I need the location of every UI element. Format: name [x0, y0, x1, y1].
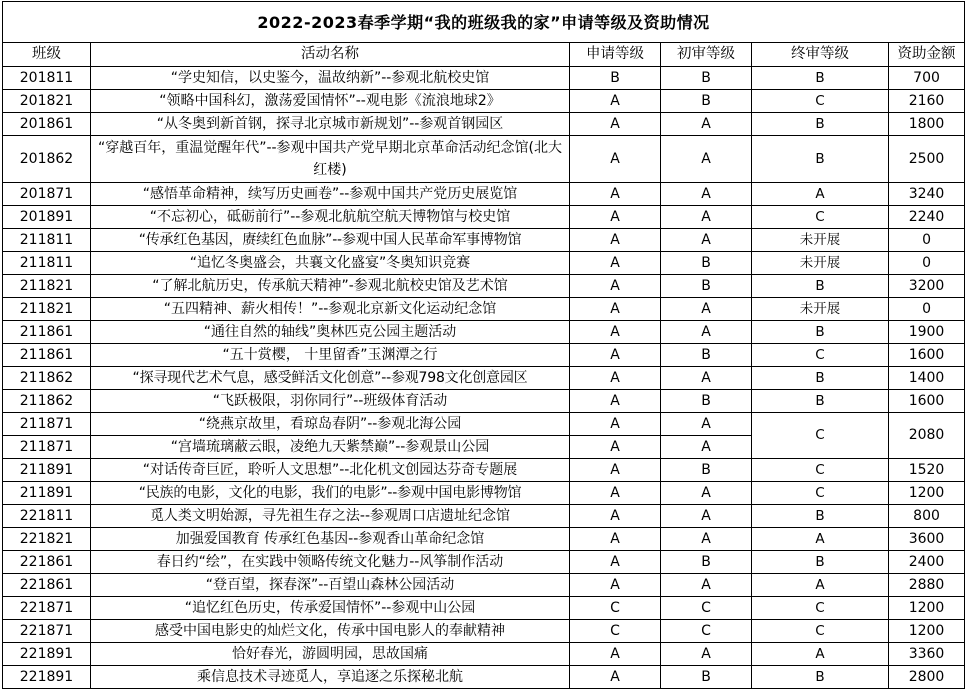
- cell-amount: 800: [889, 505, 965, 528]
- table-row: [3, 67, 965, 90]
- cell-initial-level: A: [661, 367, 752, 390]
- cell-activity: “登百望，探春深”--百望山森林公园活动: [91, 574, 570, 597]
- cell-activity: “追忆冬奥盛会，共襄文化盛宴”冬奥知识竞赛: [91, 252, 570, 275]
- cell-final-level: A: [752, 183, 889, 206]
- table-row: [3, 482, 965, 505]
- table-row: [3, 528, 965, 551]
- cell-initial-level: A: [661, 136, 752, 183]
- cell-amount: 2240: [889, 206, 965, 229]
- cell-final-level: 未开展: [752, 298, 889, 321]
- cell-activity: 恰好春光，游圆明园，思故国痛: [91, 643, 570, 666]
- cell-initial-level: B: [661, 459, 752, 482]
- header-class: 班级: [3, 43, 91, 67]
- cell-activity: “五十赏樱， 十里留香”玉渊潭之行: [91, 344, 570, 367]
- cell-amount: 1200: [889, 597, 965, 620]
- cell-initial-level: A: [661, 413, 752, 436]
- cell-amount: 2400: [889, 551, 965, 574]
- cell-apply-level: A: [570, 229, 661, 252]
- cell-final-level: C: [752, 597, 889, 620]
- cell-apply-level: A: [570, 551, 661, 574]
- cell-class: 211871: [3, 413, 91, 436]
- cell-class: 201811: [3, 67, 91, 90]
- cell-apply-level: B: [570, 67, 661, 90]
- cell-final-level: B: [752, 136, 889, 183]
- cell-class: 201871: [3, 183, 91, 206]
- table-row: [3, 643, 965, 666]
- cell-class: 201862: [3, 136, 91, 183]
- cell-amount: 3600: [889, 528, 965, 551]
- cell-apply-level: A: [570, 436, 661, 459]
- cell-class: 221861: [3, 551, 91, 574]
- cell-amount: 1520: [889, 459, 965, 482]
- cell-apply-level: A: [570, 136, 661, 183]
- cell-apply-level: A: [570, 367, 661, 390]
- cell-amount: 3200: [889, 275, 965, 298]
- cell-activity: 感受中国电影史的灿烂文化，传承中国电影人的奉献精神: [91, 620, 570, 643]
- cell-final-level: B: [752, 505, 889, 528]
- table-row: [3, 459, 965, 482]
- table-row: [3, 321, 965, 344]
- cell-initial-level: A: [661, 505, 752, 528]
- cell-activity: “探寻现代艺术气息，感受鲜活文化创意”--参观798文化创意园区: [91, 367, 570, 390]
- cell-amount: 1200: [889, 482, 965, 505]
- cell-initial-level: B: [661, 390, 752, 413]
- cell-initial-level: A: [661, 482, 752, 505]
- cell-amount: 2160: [889, 90, 965, 113]
- cell-class: 211861: [3, 321, 91, 344]
- table-row: [3, 298, 965, 321]
- cell-class: 221891: [3, 643, 91, 666]
- cell-class: 221821: [3, 528, 91, 551]
- cell-activity: “感悟革命精神，续写历史画卷”--参观中国共产党历史展览馆: [91, 183, 570, 206]
- cell-amount: 1600: [889, 390, 965, 413]
- cell-activity: “穿越百年，重温觉醒年代”--参观中国共产党早期北京革命活动纪念馆(北大红楼): [91, 136, 570, 183]
- cell-apply-level: C: [570, 620, 661, 643]
- cell-activity: 乘信息技术寻迹觅人，享追逐之乐探秘北航: [91, 666, 570, 689]
- cell-amount: 1900: [889, 321, 965, 344]
- cell-class: 201861: [3, 113, 91, 136]
- cell-final-level: A: [752, 643, 889, 666]
- cell-amount: 3360: [889, 643, 965, 666]
- cell-amount: 2080: [889, 413, 965, 459]
- cell-activity: 春日约“绘”，在实践中领略传统文化魅力--风筝制作活动: [91, 551, 570, 574]
- cell-amount: 0: [889, 252, 965, 275]
- cell-class: 201891: [3, 206, 91, 229]
- cell-activity: “不忘初心，砥砺前行”--参观北航航空航天博物馆与校史馆: [91, 206, 570, 229]
- table-row: [3, 551, 965, 574]
- cell-final-level: C: [752, 344, 889, 367]
- cell-initial-level: A: [661, 298, 752, 321]
- cell-apply-level: A: [570, 275, 661, 298]
- cell-class: 211861: [3, 344, 91, 367]
- cell-apply-level: C: [570, 597, 661, 620]
- cell-class: 211821: [3, 298, 91, 321]
- cell-apply-level: A: [570, 574, 661, 597]
- cell-final-level: C: [752, 413, 889, 459]
- cell-final-level: C: [752, 90, 889, 113]
- cell-amount: 0: [889, 229, 965, 252]
- table-row: [3, 252, 965, 275]
- cell-amount: 2800: [889, 666, 965, 689]
- cell-class: 211862: [3, 390, 91, 413]
- cell-class: 211862: [3, 367, 91, 390]
- cell-apply-level: A: [570, 298, 661, 321]
- cell-initial-level: A: [661, 113, 752, 136]
- cell-final-level: C: [752, 459, 889, 482]
- cell-amount: 1600: [889, 344, 965, 367]
- cell-amount: 1200: [889, 620, 965, 643]
- cell-apply-level: A: [570, 183, 661, 206]
- cell-apply-level: A: [570, 344, 661, 367]
- cell-initial-level: A: [661, 643, 752, 666]
- cell-apply-level: A: [570, 321, 661, 344]
- cell-class: 221891: [3, 666, 91, 689]
- cell-final-level: A: [752, 528, 889, 551]
- table-row: [3, 413, 965, 436]
- cell-class: 221871: [3, 620, 91, 643]
- cell-final-level: A: [752, 574, 889, 597]
- cell-activity: “从冬奥到新首钢，探寻北京城市新规划”--参观首钢园区: [91, 113, 570, 136]
- cell-activity: “传承红色基因，赓续红色血脉”--参观中国人民革命军事博物馆: [91, 229, 570, 252]
- cell-activity: “绕燕京故里，看琼岛春阴”--参观北海公园: [91, 413, 570, 436]
- table-row: [3, 367, 965, 390]
- cell-final-level: B: [752, 551, 889, 574]
- table-row: [3, 206, 965, 229]
- header-final-level: 终审等级: [752, 43, 889, 67]
- funding-table: [2, 1, 965, 689]
- cell-initial-level: B: [661, 551, 752, 574]
- cell-apply-level: A: [570, 113, 661, 136]
- cell-amount: 700: [889, 67, 965, 90]
- cell-final-level: B: [752, 275, 889, 298]
- cell-activity: “五四精神、薪火相传！”--参观北京新文化运动纪念馆: [91, 298, 570, 321]
- cell-apply-level: A: [570, 528, 661, 551]
- table-row: [3, 505, 965, 528]
- cell-class: 211891: [3, 482, 91, 505]
- cell-activity: “领略中国科幻，激荡爱国情怀”--观电影《流浪地球2》: [91, 90, 570, 113]
- cell-amount: 2500: [889, 136, 965, 183]
- cell-class: 211821: [3, 275, 91, 298]
- cell-apply-level: A: [570, 666, 661, 689]
- cell-initial-level: A: [661, 229, 752, 252]
- table-row: [3, 574, 965, 597]
- table-row: [3, 183, 965, 206]
- cell-class: 201821: [3, 90, 91, 113]
- cell-final-level: B: [752, 390, 889, 413]
- cell-apply-level: A: [570, 459, 661, 482]
- table-row: [3, 113, 965, 136]
- cell-apply-level: A: [570, 643, 661, 666]
- cell-class: 221871: [3, 597, 91, 620]
- table-row: [3, 390, 965, 413]
- cell-final-level: C: [752, 482, 889, 505]
- cell-initial-level: C: [661, 620, 752, 643]
- table-row: [3, 597, 965, 620]
- cell-apply-level: A: [570, 390, 661, 413]
- cell-final-level: 未开展: [752, 252, 889, 275]
- cell-apply-level: A: [570, 413, 661, 436]
- table-row: [3, 136, 965, 183]
- table-row: [3, 620, 965, 643]
- cell-class: 211811: [3, 229, 91, 252]
- cell-final-level: 未开展: [752, 229, 889, 252]
- table-row: [3, 275, 965, 298]
- cell-class: 221861: [3, 574, 91, 597]
- cell-amount: 0: [889, 298, 965, 321]
- spreadsheet: [2, 1, 964, 689]
- cell-final-level: B: [752, 321, 889, 344]
- cell-initial-level: B: [661, 666, 752, 689]
- header-apply-level: 申请等级: [570, 43, 661, 67]
- cell-amount: 2880: [889, 574, 965, 597]
- cell-amount: 1800: [889, 113, 965, 136]
- cell-initial-level: B: [661, 275, 752, 298]
- cell-final-level: B: [752, 67, 889, 90]
- cell-final-level: C: [752, 620, 889, 643]
- cell-initial-level: B: [661, 90, 752, 113]
- cell-initial-level: B: [661, 67, 752, 90]
- cell-amount: 1400: [889, 367, 965, 390]
- cell-amount: 3240: [889, 183, 965, 206]
- cell-activity: “学史知信，以史鉴今，温故纳新”--参观北航校史馆: [91, 67, 570, 90]
- cell-activity: 觅人类文明始源，寻先祖生存之法--参观周口店遗址纪念馆: [91, 505, 570, 528]
- cell-initial-level: A: [661, 183, 752, 206]
- cell-initial-level: B: [661, 252, 752, 275]
- cell-initial-level: B: [661, 344, 752, 367]
- cell-final-level: B: [752, 367, 889, 390]
- cell-apply-level: A: [570, 482, 661, 505]
- cell-activity: 加强爱国教育 传承红色基因--参观香山革命纪念馆: [91, 528, 570, 551]
- cell-activity: “民族的电影，文化的电影，我们的电影”--参观中国电影博物馆: [91, 482, 570, 505]
- cell-apply-level: A: [570, 90, 661, 113]
- cell-activity: “宫墙琉璃蔽云眼，凌绝九天紫禁巅”--参观景山公园: [91, 436, 570, 459]
- cell-activity: “对话传奇巨匠，聆听人文思想”--北化机文创园达芬奇专题展: [91, 459, 570, 482]
- cell-final-level: C: [752, 206, 889, 229]
- cell-final-level: B: [752, 113, 889, 136]
- header-amount: 资助金额: [889, 43, 965, 67]
- cell-activity: “通往自然的轴线”奥林匹克公园主题活动: [91, 321, 570, 344]
- table-row: [3, 229, 965, 252]
- cell-initial-level: A: [661, 321, 752, 344]
- cell-initial-level: A: [661, 528, 752, 551]
- header-initial-level: 初审等级: [661, 43, 752, 67]
- cell-class: 211891: [3, 459, 91, 482]
- table-row: [3, 666, 965, 689]
- cell-class: 221811: [3, 505, 91, 528]
- table-row: [3, 90, 965, 113]
- cell-class: 211871: [3, 436, 91, 459]
- cell-initial-level: A: [661, 206, 752, 229]
- cell-final-level: B: [752, 666, 889, 689]
- cell-activity: “了解北航历史，传承航天精神”-参观北航校史馆及艺术馆: [91, 275, 570, 298]
- cell-activity: “飞跃极限，羽你同行”--班级体育活动: [91, 390, 570, 413]
- sheet-title: 2022-2023春季学期“我的班级我的家”申请等级及资助情况: [3, 2, 965, 43]
- header-row: [3, 43, 965, 67]
- cell-apply-level: A: [570, 206, 661, 229]
- cell-initial-level: C: [661, 597, 752, 620]
- cell-initial-level: A: [661, 574, 752, 597]
- cell-class: 211811: [3, 252, 91, 275]
- cell-initial-level: A: [661, 436, 752, 459]
- header-activity: 活动名称: [91, 43, 570, 67]
- table-row: [3, 344, 965, 367]
- cell-apply-level: A: [570, 252, 661, 275]
- cell-activity: “追忆红色历史，传承爱国情怀”--参观中山公园: [91, 597, 570, 620]
- cell-apply-level: A: [570, 505, 661, 528]
